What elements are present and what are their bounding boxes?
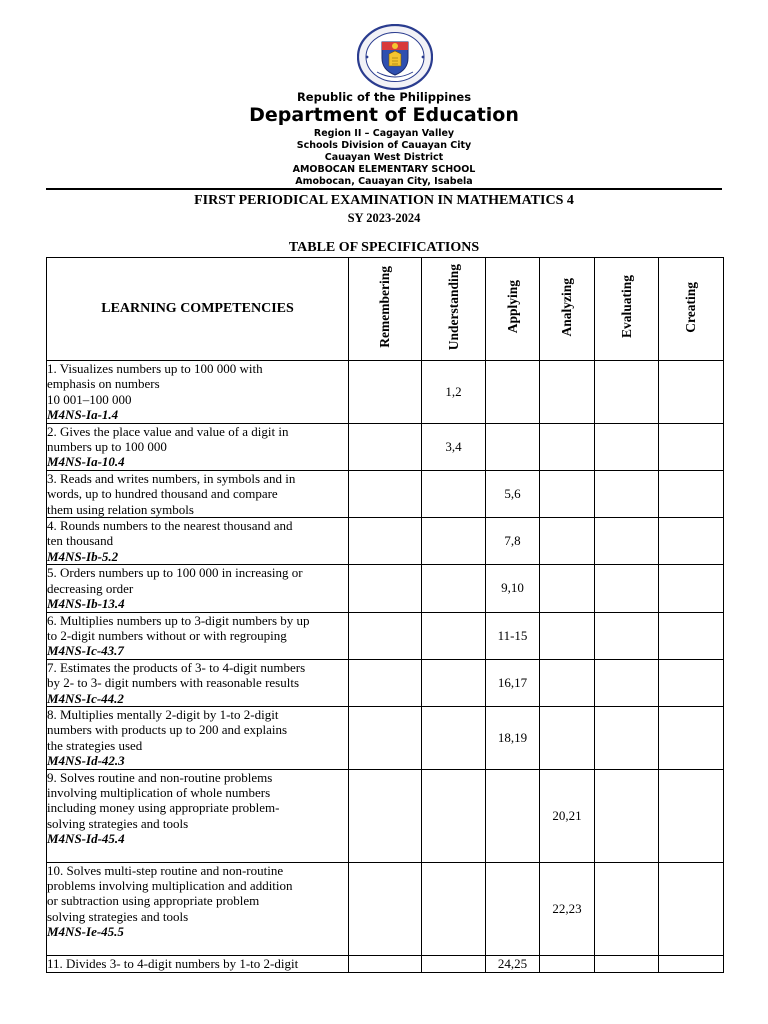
- header-divider: [46, 188, 722, 190]
- item-cell-remembering: [349, 769, 422, 862]
- level-label: Analyzing: [559, 277, 574, 337]
- competency-text-line: 10. Solves multi-step routine and non-routine: [47, 862, 284, 878]
- item-cell-creating: [659, 565, 724, 612]
- item-cell-creating: [659, 659, 724, 706]
- level-label: Creating: [683, 281, 698, 333]
- school-name: AMOBOCAN ELEMENTARY SCHOOL: [292, 164, 476, 175]
- item-cell-evaluating: [595, 706, 659, 769]
- item-cell-evaluating: [595, 612, 659, 659]
- table-title: TABLE OF SPECIFICATIONS: [288, 240, 480, 255]
- item-cell-evaluating: [595, 659, 659, 706]
- school-address: Amobocan, Cauayan City, Isabela: [295, 176, 473, 187]
- item-cell-understanding: [422, 612, 486, 659]
- competency-text-line: by 2- to 3- digit numbers with reasonable results: [47, 675, 300, 691]
- item-cell-evaluating: [595, 470, 659, 517]
- table-row: [47, 612, 724, 659]
- school-year: SY 2023-2024: [347, 211, 421, 225]
- item-cell-analyzing: [540, 565, 595, 612]
- competency-cell: [47, 518, 349, 565]
- table-row: [47, 423, 724, 470]
- level-label: Applying: [504, 280, 520, 334]
- item-cell-evaluating: [595, 361, 659, 424]
- table-row: [47, 361, 724, 424]
- competency-code: M4NS-Ic-43.7: [47, 643, 124, 659]
- competency-cell: [47, 470, 349, 517]
- item-cell-remembering: [349, 706, 422, 769]
- competency-text-line: 5. Orders numbers up to 100 000 in increasing or: [47, 565, 303, 581]
- item-cell-creating: [659, 518, 724, 565]
- item-cell-evaluating: [595, 769, 659, 862]
- level-understanding-header: [422, 258, 486, 361]
- item-cell-remembering: [349, 565, 422, 612]
- item-cell-creating: [659, 706, 724, 769]
- table-row: [47, 565, 724, 612]
- item-cell-applying: 11-15: [486, 612, 540, 659]
- item-cell-analyzing: [540, 706, 595, 769]
- item-cell-applying: [486, 769, 540, 862]
- item-cell-applying: 24,25: [486, 955, 540, 972]
- competency-cell: [47, 659, 349, 706]
- table-row: [47, 769, 724, 862]
- republic-line: Republic of the Philippines: [296, 90, 472, 104]
- competency-text-line: including money using appropriate problem-: [47, 800, 280, 816]
- level-label: Evaluating: [618, 275, 634, 339]
- item-cell-understanding: [422, 470, 486, 517]
- level-evaluating-header: [595, 258, 659, 361]
- item-cell-understanding: 3,4: [422, 423, 486, 470]
- item-cell-applying: 9,10: [486, 565, 540, 612]
- table-body: [47, 361, 724, 973]
- competency-text-line: emphasis on numbers: [47, 376, 160, 392]
- competency-text-line: to 2-digit numbers without or with regrouping: [47, 627, 287, 643]
- competency-cell: [47, 361, 349, 424]
- table-row: [47, 862, 724, 955]
- competency-text-line: 6. Multiplies numbers up to 3-digit numbers by up: [47, 612, 310, 628]
- table-header-row: [47, 258, 724, 361]
- item-cell-evaluating: [595, 423, 659, 470]
- competency-text-line: 9. Solves routine and non-routine problems: [47, 769, 273, 785]
- item-cell-analyzing: [540, 361, 595, 424]
- competency-text-line: numbers up to 100 000: [47, 439, 167, 455]
- item-cell-analyzing: 22,23: [540, 862, 595, 955]
- competency-text-line: them using relation symbols: [47, 501, 194, 517]
- table-of-specifications: [46, 257, 724, 973]
- item-cell-creating: [659, 423, 724, 470]
- competency-cell: [47, 769, 349, 862]
- competency-code: M4NS-Ib-5.2: [47, 548, 119, 564]
- competency-text-line: or subtraction using appropriate problem: [47, 893, 260, 909]
- item-cell-analyzing: [540, 518, 595, 565]
- level-creating-header: [659, 258, 724, 361]
- table-row: [47, 955, 724, 972]
- level-analyzing-header: [540, 258, 595, 361]
- item-cell-creating: [659, 361, 724, 424]
- level-applying-header: [486, 258, 540, 361]
- item-cell-understanding: [422, 518, 486, 565]
- competency-text-line: 11. Divides 3- to 4-digit numbers by 1-to 2-digit: [47, 955, 299, 971]
- competency-cell: [47, 862, 349, 955]
- competency-code: M4NS-Ia-10.4: [47, 454, 125, 470]
- item-cell-creating: [659, 612, 724, 659]
- level-remembering-header: [349, 258, 422, 361]
- competency-text-line: 8. Multiplies mentally 2-digit by 1-to 2-digit: [47, 706, 279, 722]
- competency-text-line: words, up to hundred thousand and compare: [47, 486, 278, 502]
- item-cell-analyzing: [540, 659, 595, 706]
- competency-text-line: 3. Reads and writes numbers, in symbols and in: [47, 470, 296, 486]
- competency-cell: [47, 423, 349, 470]
- competency-text-line: 10 001–100 000: [47, 391, 132, 407]
- competency-text-line: solving strategies and tools: [47, 815, 189, 831]
- learning-competencies-header: LEARNING COMPETENCIES: [47, 258, 349, 361]
- item-cell-evaluating: [595, 862, 659, 955]
- item-cell-analyzing: 20,21: [540, 769, 595, 862]
- competency-code: M4NS-Ib-13.4: [47, 596, 125, 612]
- competency-code: M4NS-Id-45.4: [47, 831, 125, 847]
- item-cell-creating: [659, 955, 724, 972]
- item-cell-analyzing: [540, 423, 595, 470]
- item-cell-understanding: 1,2: [422, 361, 486, 424]
- competency-code: M4NS-Id-42.3: [47, 753, 125, 769]
- level-label: Remembering: [377, 266, 392, 348]
- item-cell-analyzing: [540, 470, 595, 517]
- district-line: Cauayan West District: [324, 152, 444, 163]
- competency-text-line: numbers with products up to 200 and explains: [47, 722, 288, 738]
- competency-text-line: 7. Estimates the products of 3- to 4-digit numbers: [47, 659, 306, 675]
- competency-text-line: involving multiplication of whole numbers: [47, 784, 271, 800]
- competency-cell: [47, 612, 349, 659]
- item-cell-understanding: [422, 706, 486, 769]
- competency-cell: [47, 955, 349, 972]
- item-cell-understanding: [422, 565, 486, 612]
- level-label: Understanding: [445, 263, 461, 351]
- table-row: [47, 470, 724, 517]
- item-cell-evaluating: [595, 955, 659, 972]
- deped-seal: [357, 24, 433, 90]
- item-cell-understanding: [422, 955, 486, 972]
- item-cell-applying: [486, 862, 540, 955]
- competency-text-line: 1. Visualizes numbers up to 100 000 with: [47, 361, 263, 376]
- competency-cell: [47, 565, 349, 612]
- department-name: Department of Education: [249, 104, 519, 126]
- competency-text-line: 2. Gives the place value and value of a digit in: [47, 423, 289, 439]
- table-row: [47, 659, 724, 706]
- competency-text-line: decreasing order: [47, 580, 134, 596]
- item-cell-evaluating: [595, 565, 659, 612]
- item-cell-remembering: [349, 423, 422, 470]
- table-row: [47, 706, 724, 769]
- item-cell-understanding: [422, 862, 486, 955]
- item-cell-applying: 5,6: [486, 470, 540, 517]
- item-cell-applying: [486, 423, 540, 470]
- exam-title: FIRST PERIODICAL EXAMINATION IN MATHEMATICS 4: [194, 193, 574, 208]
- item-cell-understanding: [422, 769, 486, 862]
- competency-text-line: ten thousand: [47, 533, 114, 549]
- competency-cell: [47, 706, 349, 769]
- competency-code: M4NS-Ia-1.4: [47, 407, 119, 423]
- competency-code: M4NS-Ic-44.2: [47, 690, 124, 706]
- item-cell-applying: [486, 361, 540, 424]
- item-cell-remembering: [349, 470, 422, 517]
- item-cell-creating: [659, 769, 724, 862]
- item-cell-analyzing: [540, 612, 595, 659]
- item-cell-remembering: [349, 955, 422, 972]
- competency-text-line: 4. Rounds numbers to the nearest thousand and: [47, 518, 293, 534]
- division-line: Schools Division of Cauayan City: [296, 140, 472, 151]
- item-cell-analyzing: [540, 955, 595, 972]
- competency-text-line: problems involving multiplication and addition: [47, 877, 293, 893]
- competency-code: M4NS-Ie-45.5: [47, 924, 124, 940]
- item-cell-remembering: [349, 518, 422, 565]
- item-cell-understanding: [422, 659, 486, 706]
- item-cell-remembering: [349, 612, 422, 659]
- item-cell-remembering: [349, 659, 422, 706]
- item-cell-applying: 16,17: [486, 659, 540, 706]
- item-cell-remembering: [349, 361, 422, 424]
- region-line: Region II – Cagayan Valley: [313, 128, 455, 139]
- item-cell-remembering: [349, 862, 422, 955]
- item-cell-creating: [659, 862, 724, 955]
- item-cell-creating: [659, 470, 724, 517]
- item-cell-applying: 18,19: [486, 706, 540, 769]
- item-cell-evaluating: [595, 518, 659, 565]
- item-cell-applying: 7,8: [486, 518, 540, 565]
- competency-text-line: solving strategies and tools: [47, 908, 189, 924]
- table-row: [47, 518, 724, 565]
- competency-text-line: the strategies used: [47, 737, 143, 753]
